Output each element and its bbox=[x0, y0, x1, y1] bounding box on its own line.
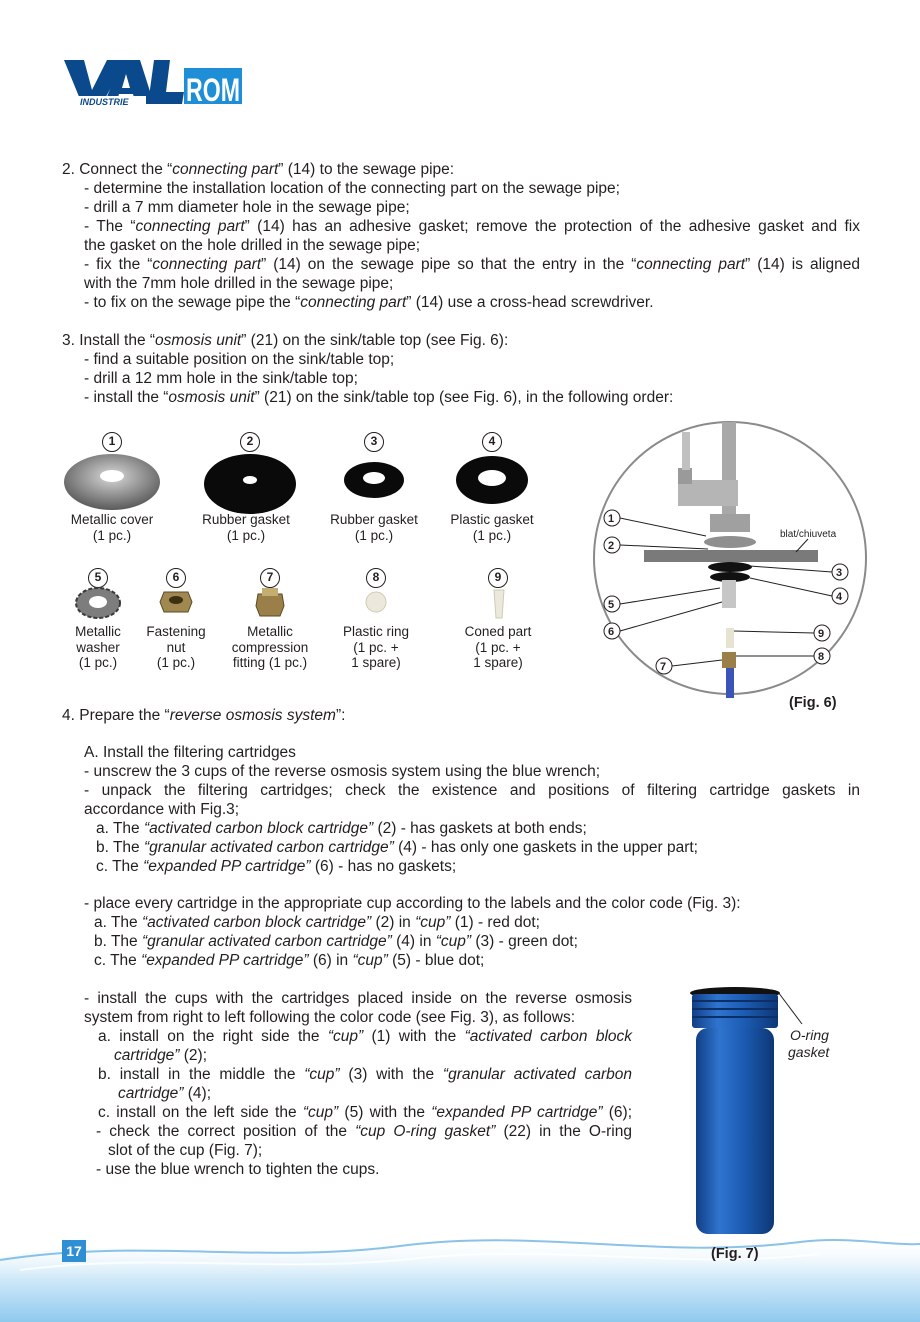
cups-line-b: b. install in the middle the “cup” (3) with the “granular activated carbon bbox=[98, 1066, 632, 1083]
place-line-b: b. The “granular activated carbon cartridge” (4) in “cup” (3) - green dot; bbox=[94, 933, 578, 950]
part-number: 6 bbox=[166, 568, 186, 588]
compression-fitting-image bbox=[254, 586, 286, 620]
cups-line-check: - check the correct position of the “cup O-ring gasket” (22) in the O-ring bbox=[96, 1123, 632, 1140]
callout-6: 6 bbox=[608, 626, 615, 638]
cups-line-a2: cartridge” (2); bbox=[114, 1047, 208, 1064]
part-caption: Plastic ring (1 pc. + 1 spare) bbox=[342, 624, 410, 670]
step4-line1: 4. Prepare the “reverse osmosis system”: bbox=[62, 707, 346, 724]
part-caption: Rubber gasket (1 pc.) bbox=[330, 512, 418, 543]
step4-a1: - unscrew the 3 cups of the reverse osmosis system using the blue wrench; bbox=[84, 763, 601, 780]
cups-line-b2: cartridge” (4); bbox=[118, 1085, 212, 1102]
part-number: 1 bbox=[102, 432, 122, 452]
step2-line6: - fix the “connecting part” (14) on the sewage pipe so that the entry in the “connecting part” (14) is aligned bbox=[84, 256, 860, 273]
logo-brand-left: VAL bbox=[62, 58, 64, 59]
callout-9: 9 bbox=[818, 628, 825, 640]
fig6-caption: (Fig. 6) bbox=[789, 695, 837, 711]
logo-brand-right: ROM bbox=[186, 72, 240, 108]
figure-6-faucet-diagram bbox=[582, 418, 876, 698]
callout-1: 1 bbox=[608, 513, 615, 525]
step3-line4: - install the “osmosis unit” (21) on the sink/table top (see Fig. 6), in the following order: bbox=[84, 389, 674, 406]
step2-line7: with the 7mm hole drilled in the sewage pipe; bbox=[84, 275, 394, 292]
step3-line1: 3. Install the “osmosis unit” (21) on the sink/table top (see Fig. 6): bbox=[62, 332, 509, 349]
gasket-line-a: a. The “activated carbon block cartridge” (2) - has gaskets at both ends; bbox=[96, 820, 587, 837]
cups-intro-1: - install the cups with the cartridges placed inside on the reverse osmosis bbox=[84, 990, 632, 1007]
callout-3: 3 bbox=[836, 567, 843, 579]
figure-7-cup-diagram bbox=[682, 984, 842, 1246]
callout-4: 4 bbox=[836, 591, 843, 603]
parts-illustration bbox=[56, 422, 576, 682]
step4-a2: - unpack the filtering cartridges; check the existence and positions of filtering cartridge gaskets in bbox=[84, 782, 860, 799]
blat-chiuveta-label: blat/chiuveta bbox=[780, 529, 837, 540]
part-caption: Plastic gasket (1 pc.) bbox=[450, 512, 534, 543]
step2-line8: - to fix on the sewage pipe the “connecting part” (14) use a cross-head screwdriver. bbox=[84, 294, 654, 311]
callout-7: 7 bbox=[660, 661, 667, 673]
gasket-line-b: b. The “granular activated carbon cartridge” (4) - has only one gaskets in the upper part; bbox=[96, 839, 698, 856]
part-caption: Coned part (1 pc. + 1 spare) bbox=[464, 624, 532, 670]
part-number: 4 bbox=[482, 432, 502, 452]
o-ring-label-1: O-ring bbox=[790, 1027, 829, 1043]
plastic-ring-image bbox=[364, 590, 388, 614]
page-number: 17 bbox=[62, 1240, 86, 1262]
section-a-title: A. Install the filtering cartridges bbox=[84, 744, 296, 761]
cups-line-a: a. install on the right side the “cup” (1) with the “activated carbon block bbox=[98, 1028, 633, 1045]
cups-line-check2: slot of the cup (Fig. 7); bbox=[108, 1142, 263, 1159]
part-caption: Metallic compression fitting (1 pc.) bbox=[231, 624, 309, 670]
place-intro: - place every cartridge in the appropriate cup according to the labels and the color code (Fig. 3): bbox=[84, 895, 741, 912]
part-caption: Metallic washer (1 pc.) bbox=[75, 624, 121, 670]
step4-a3: accordance with Fig.3; bbox=[84, 801, 240, 818]
cups-line-tighten: - use the blue wrench to tighten the cups. bbox=[96, 1161, 380, 1178]
cups-line-c: c. install on the left side the “cup” (5) with the “expanded PP cartridge” (6); bbox=[98, 1104, 633, 1121]
step2-line2: - determine the installation location of the connecting part on the sewage pipe; bbox=[84, 180, 620, 197]
rubber-gasket-small-image bbox=[342, 460, 406, 500]
coned-part-image bbox=[490, 586, 508, 622]
logo-sub: INDUSTRIE bbox=[80, 97, 129, 107]
metallic-cover-image bbox=[60, 452, 164, 514]
part-number: 7 bbox=[260, 568, 280, 588]
rubber-gasket-image bbox=[202, 452, 298, 514]
step2-line3: - drill a 7 mm diameter hole in the sewage pipe; bbox=[84, 199, 410, 216]
step2-line1: 2. Connect the “connecting part” (14) to the sewage pipe: bbox=[62, 161, 455, 178]
part-caption: Rubber gasket (1 pc.) bbox=[202, 512, 290, 543]
part-number: 5 bbox=[88, 568, 108, 588]
valrom-logo bbox=[62, 58, 242, 110]
o-ring-label-2: gasket bbox=[788, 1044, 830, 1060]
fastening-nut-image bbox=[158, 588, 194, 616]
part-caption: Fastening nut (1 pc.) bbox=[146, 624, 206, 670]
part-caption: Metallic cover (1 pc.) bbox=[70, 512, 154, 543]
fig7-caption: (Fig. 7) bbox=[711, 1246, 759, 1262]
metallic-washer-image bbox=[74, 586, 122, 620]
callout-5: 5 bbox=[608, 599, 615, 611]
part-number: 3 bbox=[364, 432, 384, 452]
step3-line2: - find a suitable position on the sink/table top; bbox=[84, 351, 395, 368]
part-number: 2 bbox=[240, 432, 260, 452]
plastic-gasket-image bbox=[454, 454, 530, 506]
gasket-line-c: c. The “expanded PP cartridge” (6) - has no gaskets; bbox=[96, 858, 457, 875]
place-line-c: c. The “expanded PP cartridge” (6) in “cup” (5) - blue dot; bbox=[94, 952, 485, 969]
step2-line4: - The “connecting part” (14) has an adhesive gasket; remove the protection of the adhesive gasket and fix bbox=[84, 218, 860, 235]
callout-2: 2 bbox=[608, 540, 615, 552]
cups-intro-2: system from right to left following the color code (see Fig. 3), as follows: bbox=[84, 1009, 576, 1026]
callout-8: 8 bbox=[818, 651, 825, 663]
place-line-a: a. The “activated carbon block cartridge” (2) in “cup” (1) - red dot; bbox=[94, 914, 540, 931]
step2-line5: the gasket on the hole drilled in the sewage pipe; bbox=[84, 237, 421, 254]
step3-line3: - drill a 12 mm hole in the sink/table top; bbox=[84, 370, 358, 387]
part-number: 9 bbox=[488, 568, 508, 588]
part-number: 8 bbox=[366, 568, 386, 588]
